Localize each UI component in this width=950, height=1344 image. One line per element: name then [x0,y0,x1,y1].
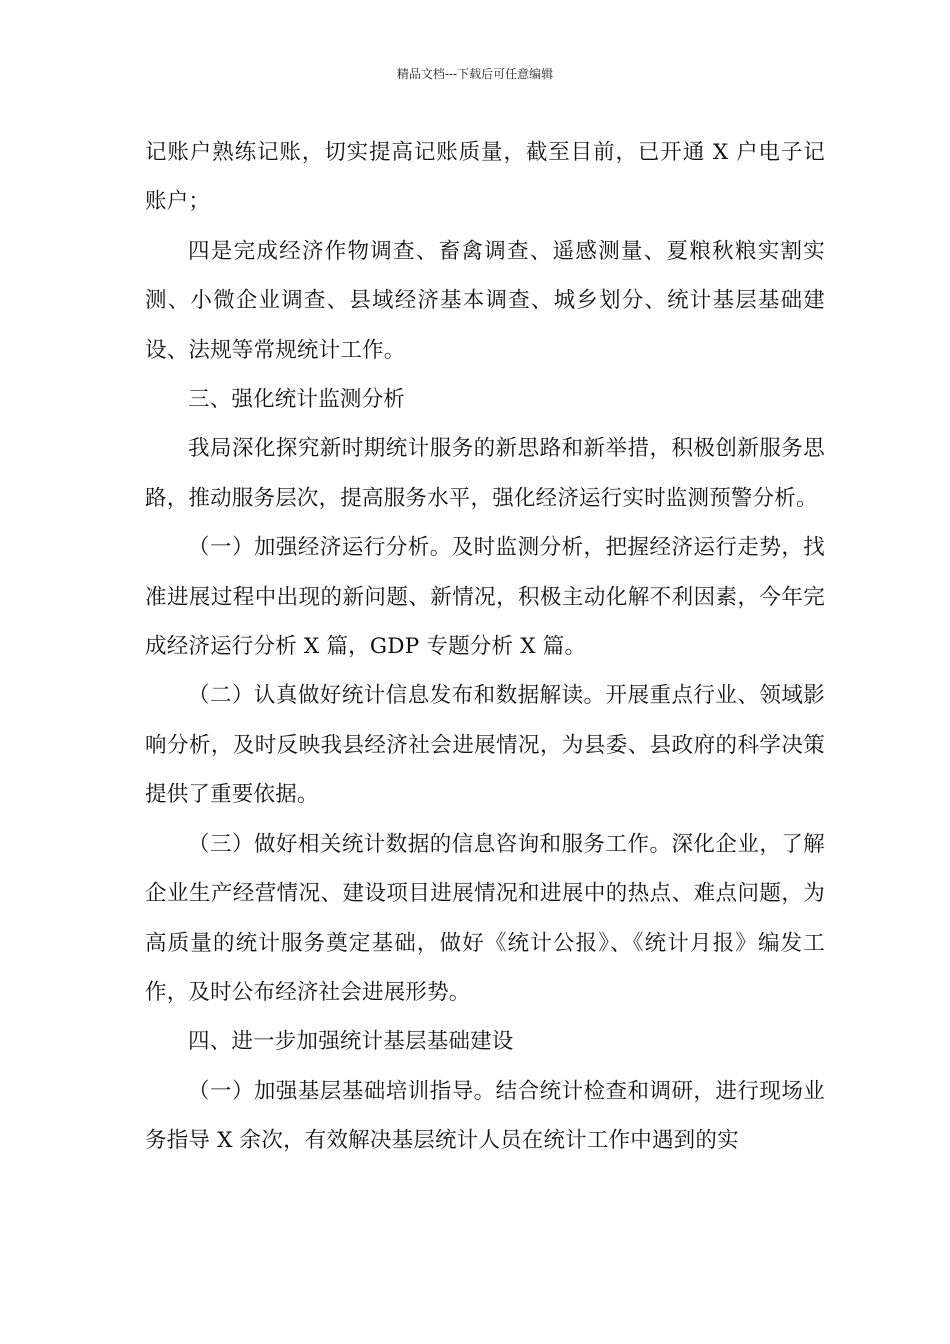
paragraph-economic-analysis: （一）加强经济运行分析。及时监测分析，把握经济运行走势，找准进展过程中出现的新问题、新情况，积极主动化解不利因素，今年完成经济运行分析 X 篇，GDP 专题分析 X 篇。 [145,535,825,660]
document-body [145,128,825,1166]
section-heading-3: 三、强化统计监测分析 [188,387,406,413]
section-heading-4: 四、进一步加强统计基层基础建设 [188,1029,514,1055]
paragraph-grassroots-training: （一）加强基层基础培训指导。结合统计检查和调研，进行现场业务指导 X 余次，有效解决基层统计人员在统计工作中遇到的实 [145,1078,825,1154]
paragraph-continuation: 记账户熟练记账，切实提高记账质量，截至目前，已开通 X 户电子记账户； [145,140,825,215]
paragraph-consulting-service: （三）做好相关统计数据的信息咨询和服务工作。深化企业，了解企业生产经营情况、建设项目进展情况和进展中的热点、难点问题，为高质量的统计服务奠定基础，做好《统计公报》、《统计月报》编发工作，及时公布经济社会进展形势。 [145,831,825,1005]
paragraph-info-release: （二）认真做好统计信息发布和数据解读。开展重点行业、领域影响分析，及时反映我县经济社会进展情况，为县委、县政府的科学决策提供了重要依据。 [145,683,825,808]
page-header: 精品文档---下载后可任意编辑 [396,67,554,81]
paragraph-statistics-work: 四是完成经济作物调查、畜禽调查、遥感测量、夏粮秋粮实割实测、小微企业调查、县域经济基本调查、城乡划分、统计基层基础建设、法规等常规统计工作。 [145,238,825,363]
paragraph-service-innovation: 我局深化探究新时期统计服务的新思路和新举措，积极创新服务思路，推动服务层次，提高服务水平，强化经济运行实时监测预警分析。 [145,436,825,511]
